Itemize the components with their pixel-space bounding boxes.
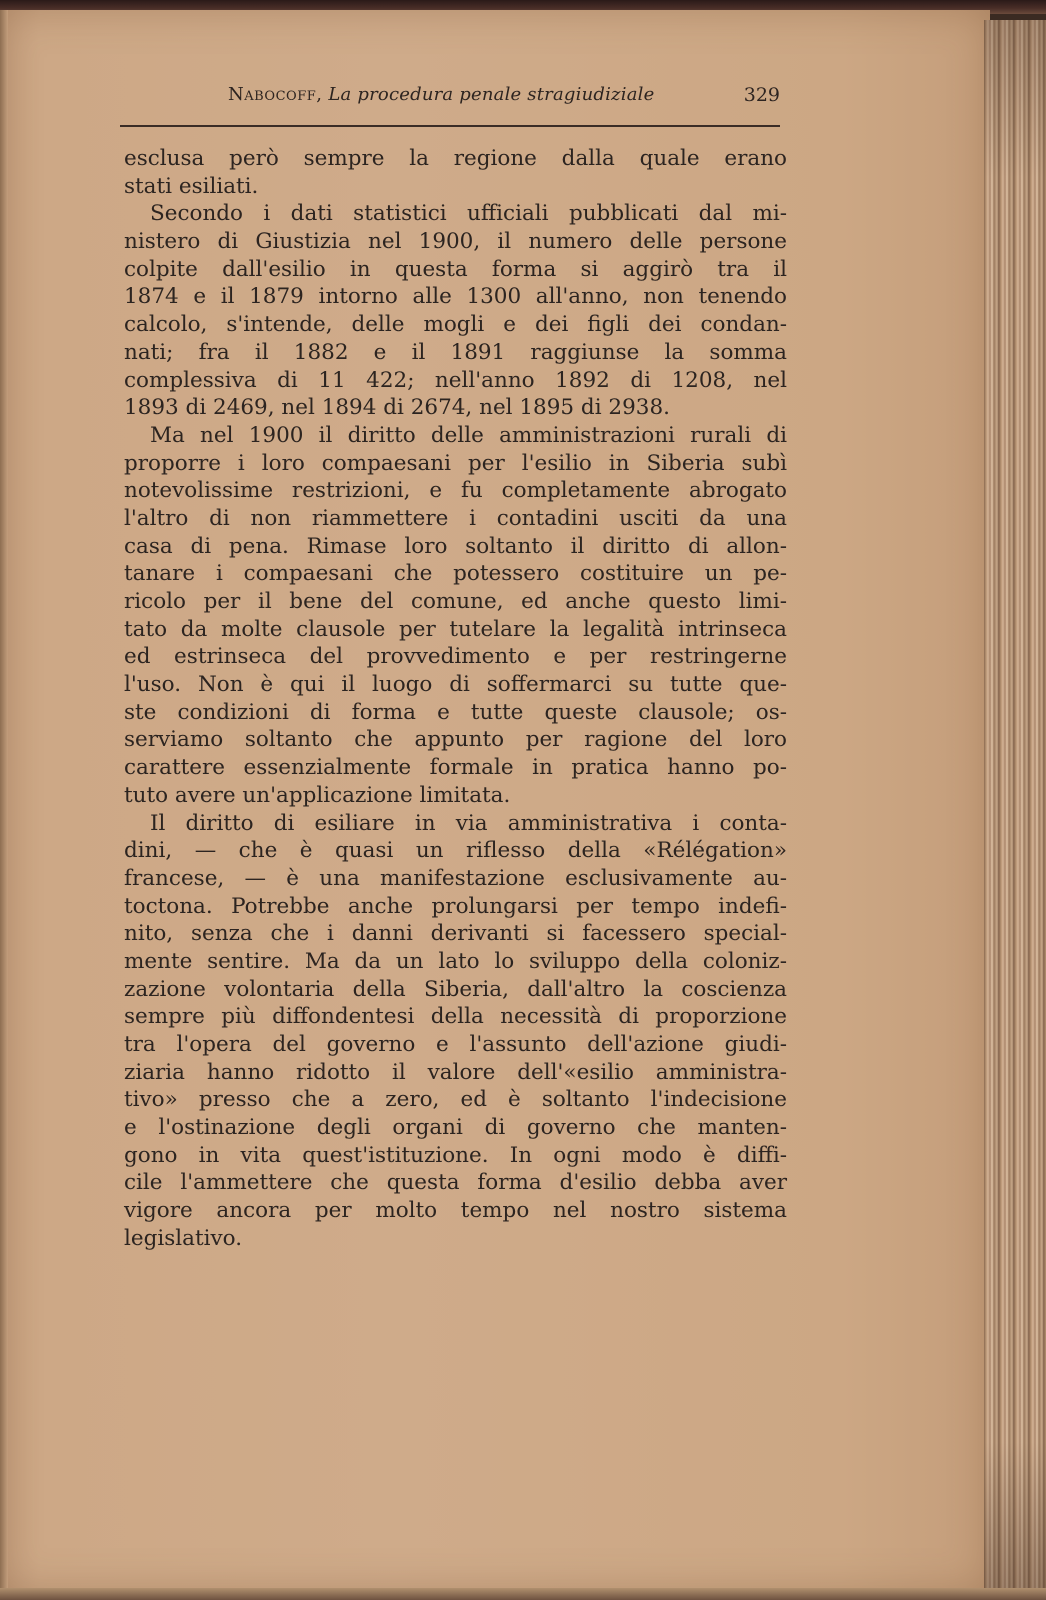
running-title [228,84,654,105]
page-left-edge [0,10,8,1592]
text-line: Ma nel 1900 il diritto delle amministrazioni rurali di [150,422,787,448]
paragraph [124,145,787,200]
text-line: zazione volontaria della Siberia, dall'altro la coscienza [124,976,787,1002]
text-line: dini, — che è quasi un riflesso della «Rélégation» [124,838,787,864]
text-line: francese, — è una manifestazione esclusivamente au- [124,865,787,891]
text-line: ziaria hanno ridotto il valore dell'«esilio amministra- [124,1059,787,1085]
paragraph [124,200,787,422]
text-line: toctona. Potrebbe anche prolungarsi per tempo indefi- [124,893,787,919]
body-text [124,145,787,1253]
text-line: Secondo i dati statistici ufficiali pubblicati dal mi- [150,201,787,227]
page-bottom-edge [0,1588,1046,1600]
text-line: complessiva di 11 422; nell'anno 1892 di 1208, nel [124,367,787,393]
text-line: carattere essenzialmente formale in pratica hanno po- [124,755,787,781]
text-line: esclusa però sempre la regione dalla quale erano [124,146,787,171]
text-line: gono in vita quest'istituzione. In ogni modo è diffi- [124,1142,787,1168]
text-line: cile l'ammettere che questa forma d'esilio debba aver [124,1170,787,1196]
text-line: colpite dall'esilio in questa forma si aggirò tra il [124,256,787,282]
page-edges-shadow [984,20,1046,1600]
text-line: ed estrinseca del provvedimento e per restringerne [124,644,787,670]
text-line: vigore ancora per molto tempo nel nostro sistema [124,1198,787,1224]
text-line: mente sentire. Ma da un lato lo sviluppo della coloniz- [124,948,787,974]
text-line: notevolissime restrizioni, e fu completamente abrogato [124,478,787,504]
text-line: tra l'opera del governo e l'assunto dell'azione giudi- [124,1032,787,1057]
text-line: nistero di Giustizia nel 1900, il numero delle persone [124,229,787,255]
text-line: calcolo, s'intende, delle mogli e dei figli dei condan- [124,312,787,338]
text-line: casa di pena. Rimase loro soltanto il diritto di allon- [124,533,787,559]
text-line: 1893 di 2469, nel 1894 di 2674, nel 1895 di 2938. [124,395,670,421]
text-line: nati; fra il 1882 e il 1891 raggiunse la somma [124,339,787,365]
text-line: sempre più diffondentesi della necessità di proporzione [124,1004,787,1030]
running-head-title: La procedura penale stragiudiziale [328,84,655,105]
text-line: ste condizioni di forma e tutte queste clausole; os- [124,699,787,725]
text-line: tivo» presso che a zero, ed è soltanto l'indecisione [124,1087,787,1113]
text-line: Il diritto di esiliare in via amministrativa i conta- [150,810,787,836]
text-line: nito, senza che i danni derivanti si facessero special- [124,921,787,947]
text-line: proporre i loro compaesani per l'esilio in Siberia subì [124,450,787,476]
text-line: 1874 e il 1879 intorno alle 1300 all'anno, non tenendo [124,284,787,310]
text-line: l'altro di non riammettere i contadini usciti da una [124,505,787,531]
paragraph [124,422,787,810]
text-line: ricolo per il bene del comune, ed anche questo limi- [124,589,787,614]
running-head [120,80,780,110]
page-number: 329 [743,84,780,106]
running-head-author: Nabocoff, [228,84,323,105]
text-line: serviamo soltanto che appunto per ragione del loro [124,727,787,753]
text-line: legislativo. [124,1225,243,1251]
header-rule [120,125,780,127]
text-line: tuto avere un'applicazione limitata. [124,782,511,808]
text-line: stati esiliati. [124,173,259,199]
text-line: tato da molte clausole per tutelare la legalità intrinseca [124,616,787,642]
text-line: e l'ostinazione degli organi di governo che manten- [124,1115,787,1141]
text-line: l'uso. Non è qui il luogo di soffermarci su tutte que- [124,672,787,698]
paragraph [124,810,787,1253]
text-line: tanare i compaesani che potessero costituire un pe- [124,561,787,587]
